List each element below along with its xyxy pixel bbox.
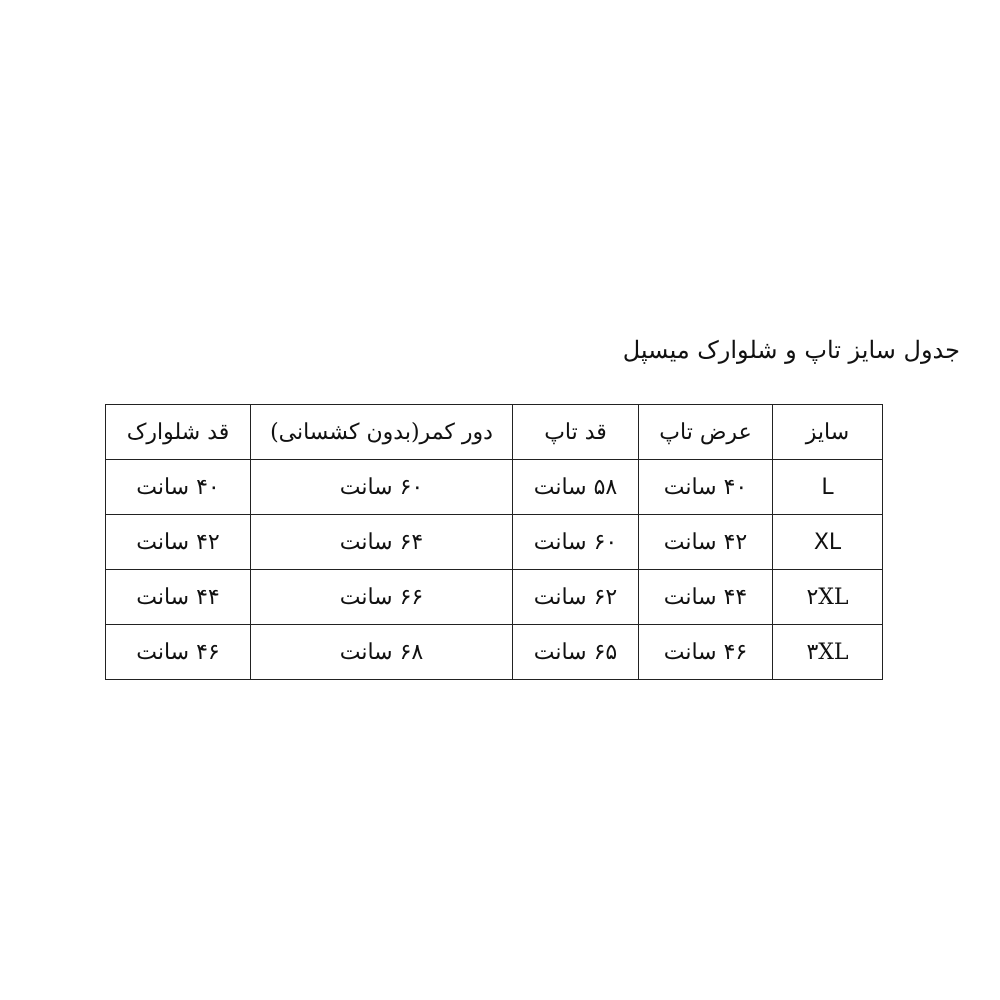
waist-cell: ۶۴ سانت — [251, 515, 513, 570]
top-length-cell: ۶۵ سانت — [513, 625, 639, 680]
size-cell: L — [773, 460, 883, 515]
top-width-cell: ۴۶ سانت — [639, 625, 773, 680]
waist-cell: ۶۶ سانت — [251, 570, 513, 625]
size-cell: XL — [773, 515, 883, 570]
header-top-width: عرض تاپ — [639, 405, 773, 460]
top-width-cell: ۴۰ سانت — [639, 460, 773, 515]
table-row — [106, 625, 883, 680]
header-size: سایز — [773, 405, 883, 460]
top-length-cell: ۵۸ سانت — [513, 460, 639, 515]
page-title: جدول سایز تاپ و شلوارک میسپل — [622, 336, 960, 364]
shorts-length-cell: ۴۲ سانت — [106, 515, 251, 570]
shorts-length-cell: ۴۰ سانت — [106, 460, 251, 515]
size-cell: ۳XL — [773, 625, 883, 680]
header-top-length: قد تاپ — [513, 405, 639, 460]
header-shorts-length: قد شلوارک — [106, 405, 251, 460]
top-length-cell: ۶۲ سانت — [513, 570, 639, 625]
shorts-length-cell: ۴۴ سانت — [106, 570, 251, 625]
shorts-length-cell: ۴۶ سانت — [106, 625, 251, 680]
header-waist: دور کمر(بدون کشسانی) — [251, 405, 513, 460]
table-header-row — [106, 405, 883, 460]
size-cell: ۲XL — [773, 570, 883, 625]
table-row — [106, 570, 883, 625]
waist-cell: ۶۸ سانت — [251, 625, 513, 680]
table-row — [106, 460, 883, 515]
top-width-cell: ۴۴ سانت — [639, 570, 773, 625]
waist-cell: ۶۰ سانت — [251, 460, 513, 515]
top-width-cell: ۴۲ سانت — [639, 515, 773, 570]
size-table — [105, 404, 883, 680]
top-length-cell: ۶۰ سانت — [513, 515, 639, 570]
table-row — [106, 515, 883, 570]
